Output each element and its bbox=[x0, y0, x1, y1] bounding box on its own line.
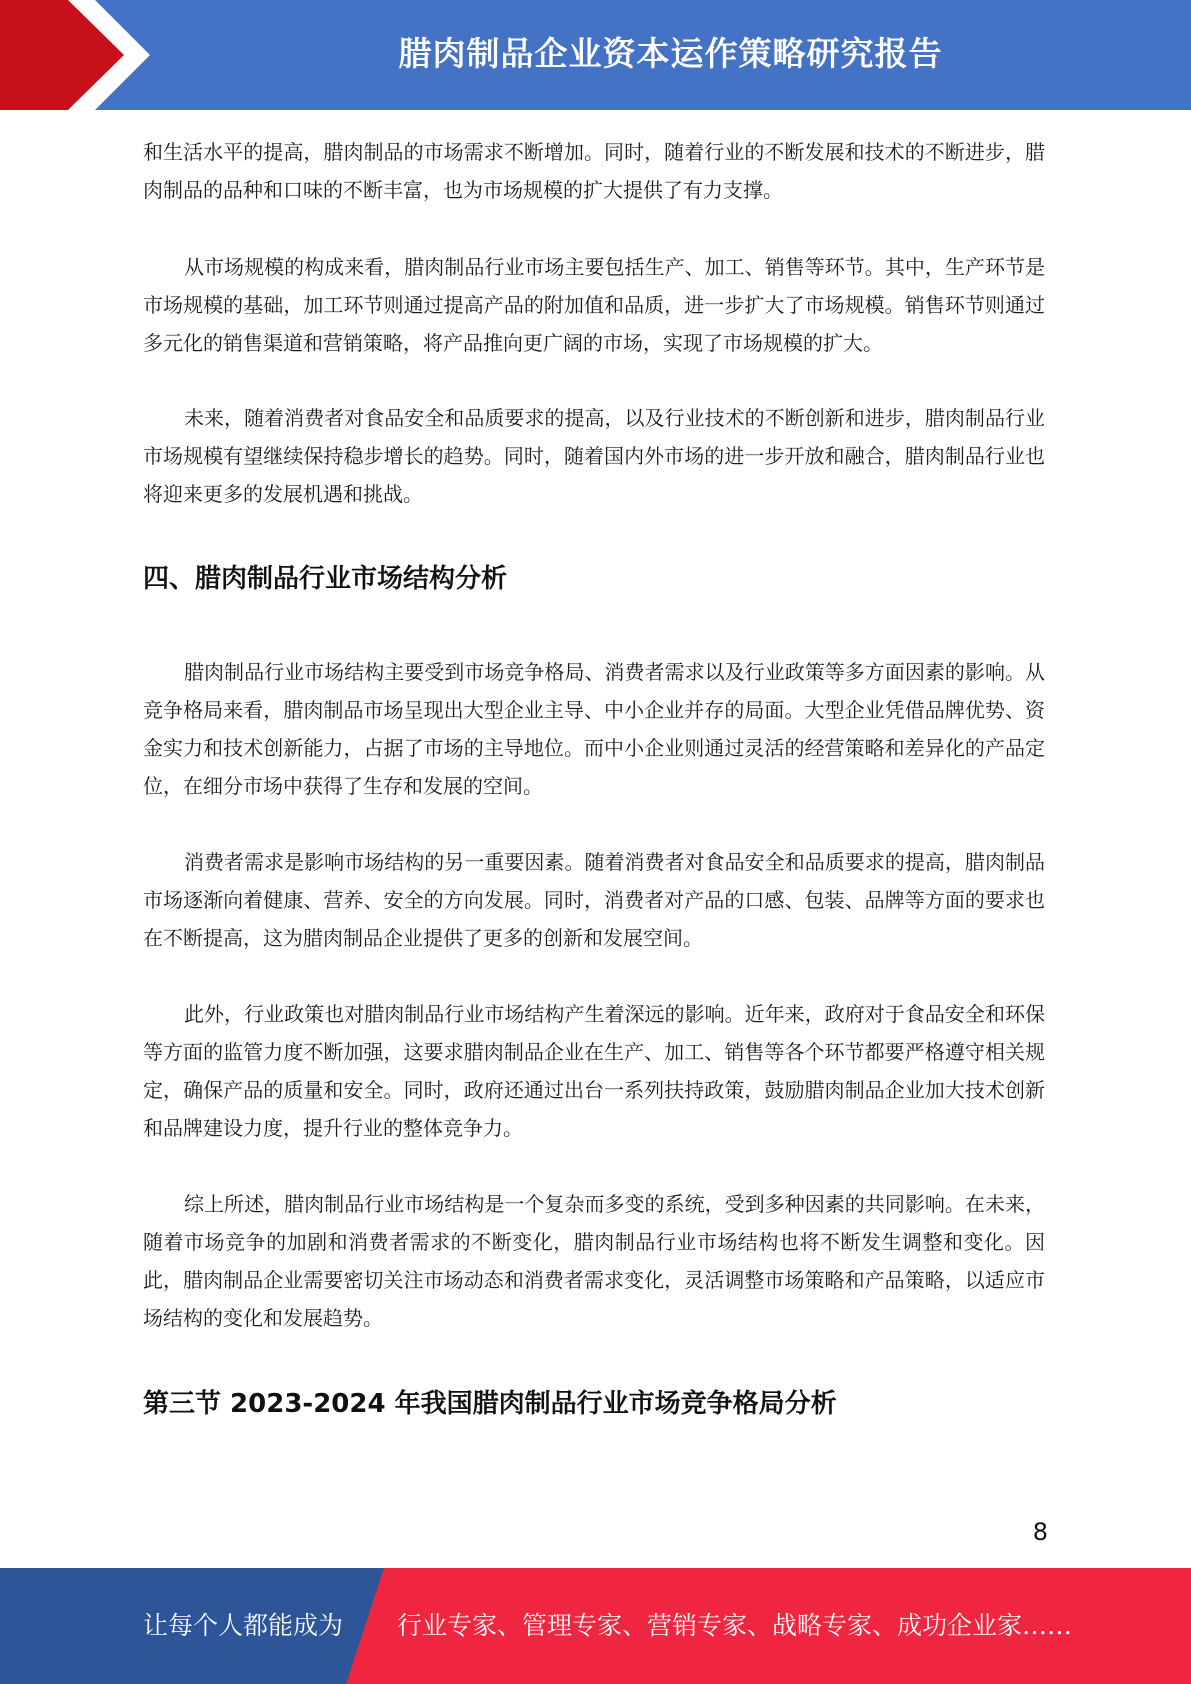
page-number: 8 bbox=[1032, 1518, 1048, 1546]
page-footer bbox=[0, 1568, 1191, 1684]
paragraph-summary: 综上所述，腊肉制品行业市场结构是一个复杂而多变的系统，受到多种因素的共同影响。在未来，随着市场竞争的加剧和消费者需求的不断变化，腊肉制品行业市场结构也将不断发生调整和变化。因此，腊肉制品企业需要密切关注市场动态和消费者需求变化，灵活调整市场策略和产品策略，以适应市场结构的变化和发展趋势。 bbox=[143, 1192, 1045, 1330]
footer-slogan-right: 行业专家、管理专家、营销专家、战略专家、成功企业家…… bbox=[397, 1611, 1073, 1640]
paragraph-competition-pattern: 腊肉制品行业市场结构主要受到市场竞争格局、消费者需求以及行业政策等多方面因素的影响。从竞争格局来看，腊肉制品市场呈现出大型企业主导、中小企业并存的局面。大型企业凭借品牌优势、资金实力和技术创新能力，占据了市场的主导地位。而中小企业则通过灵活的经营策略和差异化的产品定位，在细分市场中获得了生存和发展的空间。 bbox=[143, 660, 1045, 798]
report-title: 腊肉制品企业资本运作策略研究报告 bbox=[398, 34, 943, 73]
section-heading-competition-landscape: 第三节 2023-2024 年我国腊肉制品行业市场竞争格局分析 bbox=[143, 1389, 837, 1419]
paragraph-continuation: 和生活水平的提高，腊肉制品的市场需求不断增加。同时，随着行业的不断发展和技术的不断进步，腊肉制品的品种和口味的不断丰富，也为市场规模的扩大提供了有力支撑。 bbox=[143, 140, 1045, 202]
paragraph-market-composition: 从市场规模的构成来看，腊肉制品行业市场主要包括生产、加工、销售等环节。其中，生产环节是市场规模的基础，加工环节则通过提高产品的附加值和品质，进一步扩大了市场规模。销售环节则通过多元化的销售渠道和营销策略，将产品推向更广阔的市场，实现了市场规模的扩大。 bbox=[143, 255, 1045, 355]
section-heading-market-structure: 四、腊肉制品行业市场结构分析 bbox=[143, 564, 508, 594]
paragraph-consumer-demand: 消费者需求是影响市场结构的另一重要因素。随着消费者对食品安全和品质要求的提高，腊肉制品市场逐渐向着健康、营养、安全的方向发展。同时，消费者对产品的口感、包装、品牌等方面的要求也在不断提高，这为腊肉制品企业提供了更多的创新和发展空间。 bbox=[143, 850, 1045, 950]
page-header bbox=[0, 0, 1191, 110]
footer-slogan-left: 让每个人都能成为 bbox=[143, 1611, 344, 1640]
paragraph-industry-policy: 此外，行业政策也对腊肉制品行业市场结构产生着深远的影响。近年来，政府对于食品安全和环保等方面的监管力度不断加强，这要求腊肉制品企业在生产、加工、销售等各个环节都要严格遵守相关规定，确保产品的质量和安全。同时，政府还通过出台一系列扶持政策，鼓励腊肉制品企业加大技术创新和品牌建设力度，提升行业的整体竞争力。 bbox=[143, 1002, 1045, 1140]
paragraph-market-outlook: 未来，随着消费者对食品安全和品质要求的提高，以及行业技术的不断创新和进步，腊肉制品行业市场规模有望继续保持稳步增长的趋势。同时，随着国内外市场的进一步开放和融合，腊肉制品行业也将迎来更多的发展机遇和挑战。 bbox=[143, 406, 1045, 506]
header-arrow-shape bbox=[0, 0, 140, 110]
